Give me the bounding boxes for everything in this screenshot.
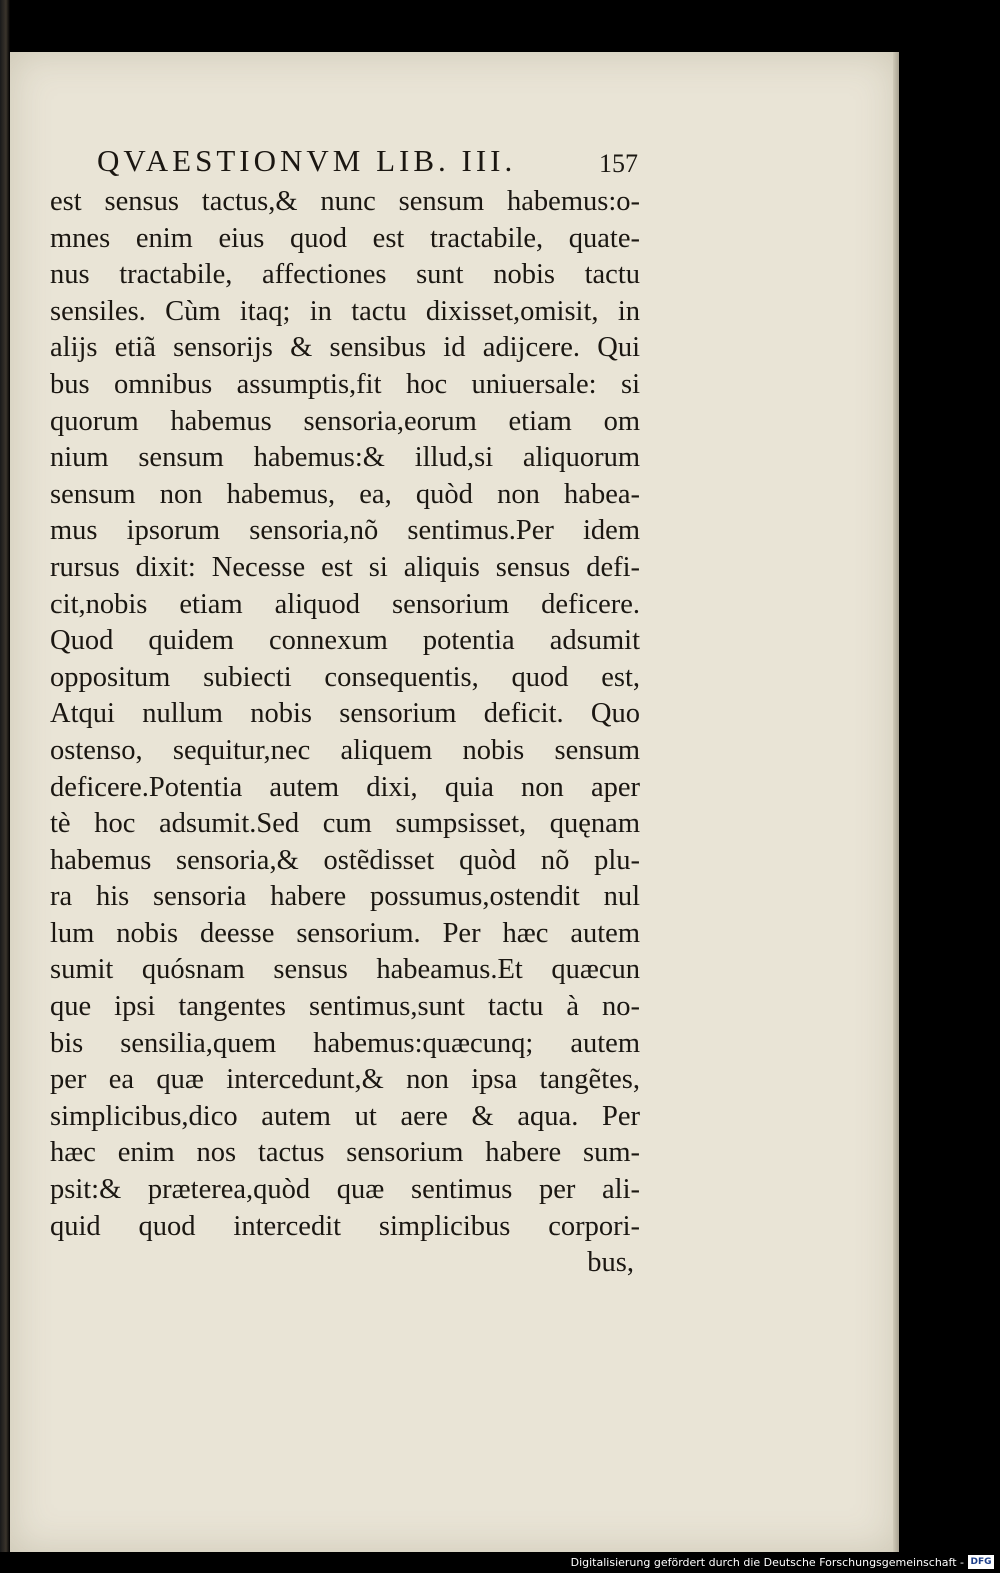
text-line: que ipsi tangentes sentimus,sunt tactu à no- [50,991,640,1023]
text-line: rursus dixit: Necesse est si aliquis sensus defi- [50,551,640,583]
text-line: bus omnibus assumptis,fit hoc uniuersale: si [50,368,640,400]
text-line: mus ipsorum sensoria,nõ sentimus.Per idem [50,515,640,547]
text-line: psit:& præterea,quòd quæ sentimus per ali- [50,1174,640,1206]
text-line: per ea quæ intercedunt,& non ipsa tangẽtes, [50,1064,640,1096]
dfg-logo: DFG [968,1555,994,1569]
text-line: simplicibus,dico autem ut aere & aqua. Per [50,1100,640,1132]
text-line: hæc enim nos tactus sensorium habere sum- [50,1137,640,1169]
text-line: alijs etiã sensorijs & sensibus id adijcere. Qui [50,332,640,364]
text-line: nium sensum habemus:& illud,si aliquorum [50,442,640,474]
page-edge [893,52,899,1552]
running-head [97,139,642,179]
text-line: quorum habemus sensoria,eorum etiam om [50,405,640,437]
text-line: habemus sensoria,& ostẽdisset quòd nõ plu- [50,844,640,876]
text-line: mnes enim eius quod est tractabile, quate- [50,222,640,254]
catchword: bus, [587,1247,634,1279]
text-line: lum nobis deesse sensorium. Per hæc autem [50,917,640,949]
text-line: oppositum subiecti consequentis, quod est, [50,661,640,693]
text-line: ra his sensoria habere possumus,ostendit nul [50,881,640,913]
text-line: sumit quósnam sensus habeamus.Et quæcun [50,954,640,986]
scan-edge [0,0,10,1573]
text-line: bis sensilia,quem habemus:quæcunq; autem [50,1027,640,1059]
text-line: deficere.Potentia autem dixi, quia non aper [50,771,640,803]
text-line: sensum non habemus, ea, quòd non habea- [50,478,640,510]
page-number: 157 [599,149,638,178]
text-line: nus tractabile, affectiones sunt nobis tactu [50,259,640,291]
text-block [50,184,640,1282]
running-title: QVAESTIONVM LIB. III. [97,143,517,178]
funding-credit: Digitalisierung gefördert durch die Deutsche Forschungsgemeinschaft - [570,1556,964,1569]
text-line: Atqui nullum nobis sensorium deficit. Quo [50,698,640,730]
text-line: tè hoc adsumit.Sed cum sumpsisset, quęnam [50,808,640,840]
text-line: est sensus tactus,& nunc sensum habemus:o- [50,186,640,217]
text-line: Quod quidem connexum potentia adsumit [50,625,640,657]
text-line: quid quod intercedit simplicibus corpori- [50,1210,640,1242]
text-line: ostenso, sequitur,nec aliquem nobis sensum [50,734,640,766]
text-line: cit,nobis etiam aliquod sensorium deficere. [50,588,640,620]
text-line: sensiles. Cùm itaq; in tactu dixisset,omisit, in [50,295,640,327]
